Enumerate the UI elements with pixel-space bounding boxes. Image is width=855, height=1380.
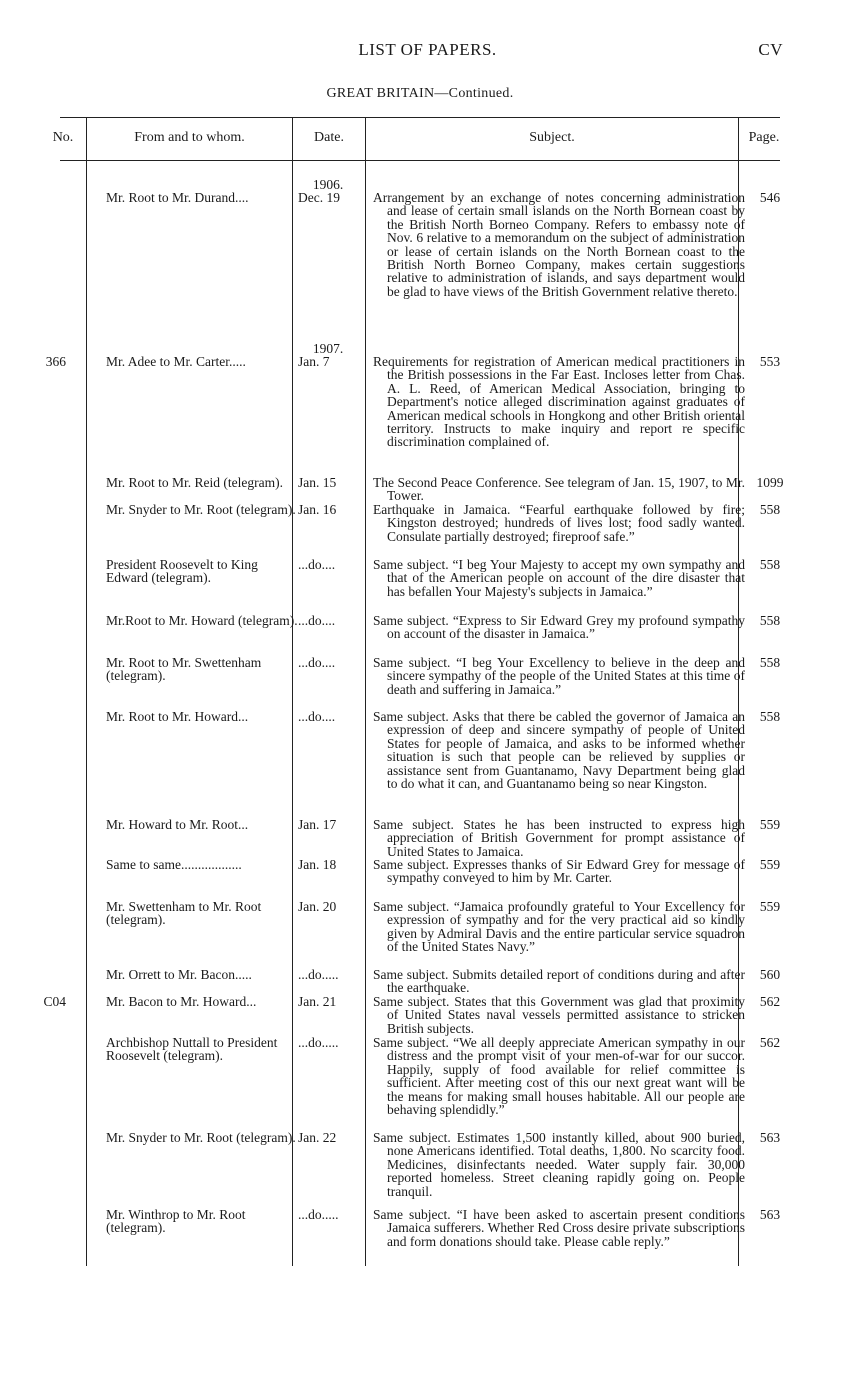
subject-text: Same subject. “We all deeply appreciate American sympathy in our distress and the prompt visit of your men-of-war for our succor. Happily, supply of food available for relief committee is sufficient. After meeting cost of this our next great want will be the means for making small houses habitable. All our people are behaving splendidly.” [373,1035,745,1118]
column-divider [292,118,293,1266]
subject-text: Same subject. Expresses thanks of Sir Edward Grey for message of sympathy conveyed to him by Mr. Carter. [373,857,745,886]
date-day: Jan. 7 [298,354,330,370]
correspondents: Mr. Orrett to Mr. Bacon..... [106,967,252,982]
date-year: 1906. [312,177,344,192]
date-cell [298,995,358,1008]
date-year: 1907. [312,341,344,356]
column-header-subject: Subject. [529,130,575,145]
subject-text: Same subject. States he has been instructed to express high appreciation of British Government for prompt assistance of United States to Jamaica. [373,817,745,859]
date-cell [298,558,358,571]
page-ref: 1099 [756,475,784,490]
subject-text: Same subject. “Express to Sir Edward Grey my profound sympathy on account of the disaster in Jamaica.” [373,613,745,642]
date-day: Jan. 16 [298,502,337,517]
date-day: ...do.... [298,557,336,572]
column-header-from: From and to whom. [134,130,245,145]
date-cell [298,178,358,205]
subject-text: Arrangement by an exchange of notes concerning administration and lease of certain small islands on the North Bornean coast by the British North Borneo Company. Refers to embassy note of Nov. 6 relative to a memorandum on the subject of administration or lease of certain islands on the North Bornean coast to the British North Borneo Company, makes certain suggestions relative to administration of islands, and says department would be glad to have views of the British Government relative thereto. [373,190,745,299]
subject-text: The Second Peace Conference. See telegram of Jan. 15, 1907, to Mr. Tower. [373,475,745,504]
correspondents: Mr. Root to Mr. Swettenham (telegram). [106,655,262,684]
correspondents: Mr. Root to Mr. Durand.... [106,190,249,205]
date-day: ...do..... [298,1035,339,1050]
correspondents: President Roosevelt to King Edward (telegram). [106,557,258,586]
column-divider [365,118,366,1266]
correspondents: Mr. Swettenham to Mr. Root (telegram). [106,899,262,928]
date-cell [298,818,358,831]
row-number: C04 [43,994,66,1009]
column-divider [86,118,87,1266]
correspondents: Mr. Snyder to Mr. Root (telegram). [106,502,296,517]
date-day: Jan. 20 [298,899,337,914]
page-ref: 553 [759,354,781,369]
subject-text: Same subject. States that this Government was glad that proximity of United States naval vessels permitted assistance to stricken British subjects. [373,994,745,1036]
date-cell [298,614,358,627]
subject-text: Same subject. “I beg Your Excellency to believe in the deep and sincere sympathy of the people of the United States at this time of death and suffering in Jamaica.” [373,655,745,697]
date-day: Jan. 22 [298,1130,337,1145]
date-day: Jan. 17 [298,817,337,832]
subject-text: Same subject. “I beg Your Majesty to accept my own sympathy and that of the American people on account of the dire disaster that has befallen Your Majesty's subjects in Jamaica.” [373,557,745,599]
correspondents: Mr.Root to Mr. Howard (telegram). [106,613,298,628]
subject-text: Same subject. “Jamaica profoundly grateful to Your Excellency for expression of sympathy and for the very practical aid so kindly given by Admiral Davis and the entire particular service squadron of the United States Navy.” [373,899,745,955]
page-ref: 546 [759,190,781,205]
subject-text: Same subject. Submits detailed report of conditions during and after the earthquake. [373,967,745,996]
page-ref: 559 [759,817,781,832]
subject-text: Earthquake in Jamaica. “Fearful earthquake followed by fire; Kingston destroyed; hundreds of lives lost; food sadly wanted. Consulate partially destroyed; fireproof safe.” [373,502,745,544]
correspondents: Mr. Root to Mr. Reid (telegram). [106,475,283,490]
page-ref: 558 [759,502,781,517]
page-ref: 563 [759,1207,781,1222]
page-ref: 560 [759,967,781,982]
page-ref: 558 [759,709,781,724]
page-ref: 562 [759,1035,781,1050]
date-day: ...do.... [298,613,336,628]
correspondents: Mr. Snyder to Mr. Root (telegram). [106,1130,296,1145]
running-title: LIST OF PAPERS. [358,40,497,59]
date-day: Dec. 19 [298,190,340,206]
page-ref: 559 [759,899,781,914]
column-header-no: No. [52,130,74,145]
page-ref: 562 [759,994,781,1009]
date-day: ...do..... [298,1207,339,1222]
correspondents: Mr. Bacon to Mr. Howard... [106,994,257,1009]
date-day: Jan. 21 [298,994,337,1009]
date-cell [298,1036,358,1049]
date-cell [298,1131,358,1144]
date-cell [298,503,358,516]
subject-text: Same subject. “I have been asked to ascertain present conditions Jamaica sufferers. Whether Red Cross desire private subscriptions and form donations should take. Please cable reply.” [373,1207,745,1249]
subject-text: Same subject. Asks that there be cabled the governor of Jamaica an expression of deep and sincere sympathy of people of United States for people of Jamaica, and asks to be informed whether situation is such that people can be relieved by supplies or assistance sent from Guantanamo, Navy Department being glad to do what it can, and Guantanamo being so near Kingston. [373,709,745,792]
date-cell [298,656,358,669]
date-day: ...do..... [298,967,339,982]
page-ref: 558 [759,557,781,572]
date-day: ...do.... [298,655,336,670]
date-day: Jan. 15 [298,475,337,490]
correspondents: Mr. Root to Mr. Howard... [106,709,249,724]
page-ref: 559 [759,857,781,872]
correspondents: Archbishop Nuttall to President Roosevelt (telegram). [106,1035,278,1064]
subject-text: Requirements for registration of American medical practitioners in the British possessions in the Far East. Incloses letter from Chas. A. L. Reed, of American Medical Association, bringing to Department's notice alleged discrimination against graduates of American medical schools in Hongkong and other British oriental territory. Instructs to make inquiry and report re specific discrimination complained of. [373,354,745,450]
date-cell [298,342,358,369]
date-cell [298,900,358,913]
page-ref: 558 [759,613,781,628]
correspondents: Mr. Howard to Mr. Root... [106,817,249,832]
date-cell [298,858,358,871]
correspondents: Mr. Adee to Mr. Carter..... [106,354,246,369]
row-number: 366 [45,354,66,369]
date-cell [298,710,358,723]
subject-text: Same subject. Estimates 1,500 instantly killed, about 900 buried, none Americans identified. Total deaths, 1,800. No scarcity food. Medicines, disinfectants needed. Water supply fair. 30,000 reported homeless. Street cleaning rapidly going on. People tranquil. [373,1130,745,1199]
date-cell [298,1208,358,1221]
correspondents: Same to same.................. [106,857,242,872]
date-cell [298,476,358,489]
date-day: ...do.... [298,709,336,724]
page-number: CV [758,40,783,59]
page-ref: 563 [759,1130,781,1145]
correspondents: Mr. Winthrop to Mr. Root (telegram). [106,1207,246,1236]
date-day: Jan. 18 [298,857,337,872]
table-top-rule [60,117,780,118]
page-ref: 558 [759,655,781,670]
section-subtitle: GREAT BRITAIN—Continued. [326,86,514,101]
date-cell [298,968,358,981]
column-header-page: Page. [748,130,780,145]
column-header-date: Date. [314,130,344,145]
table-header-rule [60,160,780,161]
